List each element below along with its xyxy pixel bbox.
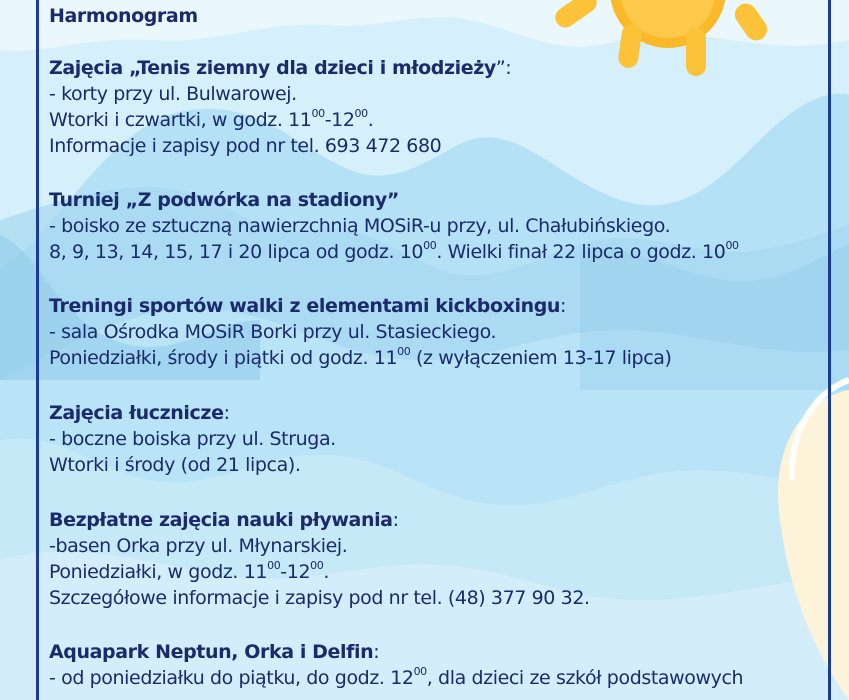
section-title-line — [49, 639, 743, 665]
section-line — [49, 585, 590, 611]
section-title-line — [49, 293, 672, 319]
line-text: Szczegółowe informacje i zapisy pod nr tel. (48) 377 90 32. — [49, 587, 590, 609]
line-text: Informacje i zapisy pod nr tel. 693 472 680 — [49, 135, 442, 157]
line-text: Wtorki i czwartki, w godz. 11 — [49, 109, 312, 131]
line-text: -basen Orka przy ul. Młynarskiej. — [49, 535, 348, 557]
section-title-suffix: ”: — [495, 57, 512, 79]
time-superscript: 00 — [310, 559, 324, 572]
section-line — [49, 533, 590, 559]
section-line — [49, 426, 336, 452]
section-title: Treningi sportów walki z elementami kickboxingu — [49, 295, 561, 317]
section-title: Zajęcia „Tenis ziemny dla dzieci i młodzieży — [49, 57, 496, 79]
line-text: - od poniedziałku do piątku, do godz. 12 — [49, 667, 414, 689]
section-line — [49, 213, 739, 239]
time-superscript: 00 — [413, 665, 427, 678]
section-title: Bezpłatne zajęcia nauki pływania — [49, 509, 393, 531]
section-title-suffix: : — [560, 295, 567, 317]
time-superscript: 00 — [725, 239, 739, 252]
section-line — [49, 559, 590, 585]
section-title-suffix: : — [373, 641, 380, 663]
section-line — [49, 319, 672, 345]
section-line — [49, 133, 511, 159]
section-line — [49, 452, 336, 478]
section-title-line — [49, 187, 739, 213]
section-title-suffix: : — [223, 402, 230, 424]
line-text: Poniedziałki, środy i piątki od godz. 11 — [49, 347, 398, 369]
line-text: (z wyłączeniem 13-17 lipca) — [410, 347, 672, 369]
line-text: - boczne boiska przy ul. Struga. — [49, 428, 336, 450]
line-text: . — [367, 109, 374, 131]
line-text: . Wielki finał 22 lipca o godz. 10 — [436, 241, 726, 263]
line-text: -12 — [280, 561, 311, 583]
time-superscript: 00 — [354, 107, 368, 120]
line-text: Poniedziałki, w godz. 11 — [49, 561, 268, 583]
section-tournament — [49, 187, 739, 265]
section-title-suffix: : — [392, 509, 399, 531]
line-text: 8, 9, 13, 14, 15, 17 i 20 lipca od godz. 10 — [49, 241, 424, 263]
time-superscript: 00 — [267, 559, 281, 572]
section-title: Aquapark Neptun, Orka i Delfin — [49, 641, 374, 663]
section-title-line — [49, 507, 590, 533]
time-superscript: 00 — [397, 345, 411, 358]
line-text: - sala Ośrodka MOSiR Borki przy ul. Stasieckiego. — [49, 321, 497, 343]
page-title: Harmonogram — [49, 5, 198, 27]
time-superscript: 00 — [423, 239, 437, 252]
section-tennis — [49, 55, 511, 159]
section-title-line — [49, 55, 511, 81]
section-aquapark — [49, 639, 743, 691]
line-text: - korty przy ul. Bulwarowej. — [49, 83, 297, 105]
section-line — [49, 345, 672, 371]
line-text: , dla dzieci ze szkół podstawowych — [426, 667, 744, 689]
section-archery — [49, 400, 336, 478]
section-title: Turniej „Z podwórka na stadiony” — [49, 189, 399, 211]
section-line — [49, 107, 511, 133]
section-title-line — [49, 400, 336, 426]
section-line — [49, 665, 743, 691]
section-line — [49, 81, 511, 107]
section-kickboxing — [49, 293, 672, 371]
line-text: - boisko ze sztuczną nawierzchnią MOSiR-u przy, ul. Chałubińskiego. — [49, 215, 671, 237]
section-title: Zajęcia łucznicze — [49, 402, 224, 424]
line-text: -12 — [324, 109, 355, 131]
line-text: Wtorki i środy (od 21 lipca). — [49, 454, 301, 476]
line-text: . — [323, 561, 329, 583]
section-line — [49, 239, 739, 265]
section-swimming — [49, 507, 590, 611]
time-superscript: 00 — [311, 107, 325, 120]
